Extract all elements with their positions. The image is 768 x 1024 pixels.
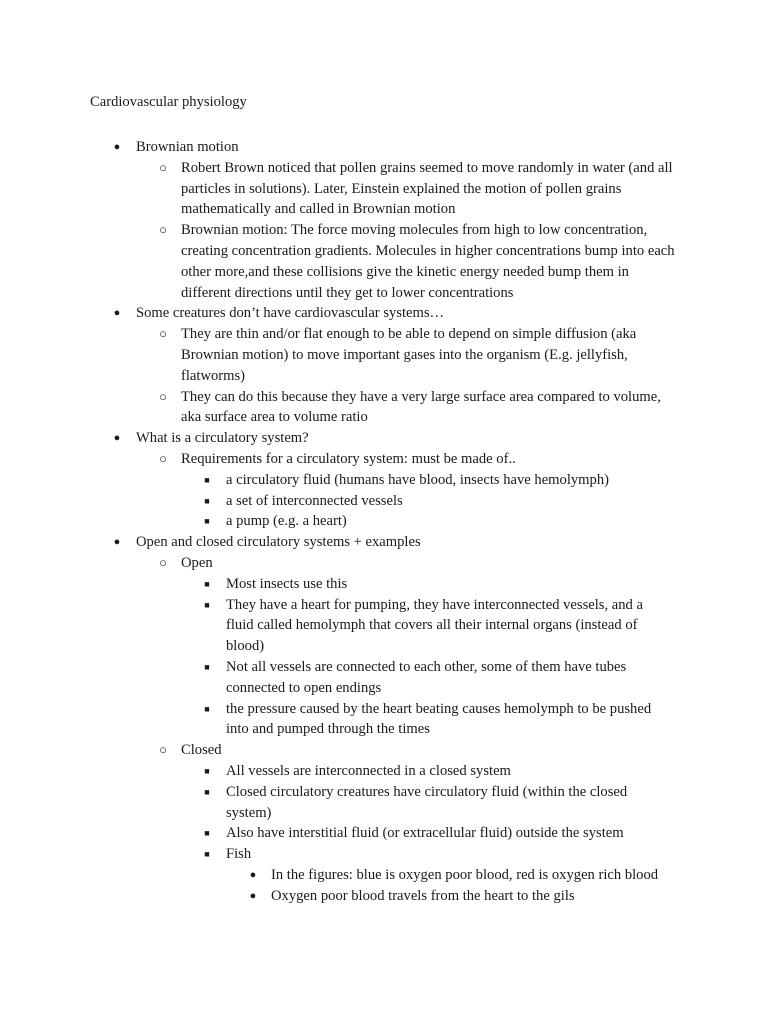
outline-item-text: Open: [181, 554, 213, 571]
outline-item-text: Closed circulatory creatures have circulatory fluid (within the closed system): [226, 783, 628, 821]
outline-item-text: What is a circulatory system?: [136, 430, 309, 447]
outline-item-level-1: [0, 137, 676, 158]
outline-item-text: a circulatory fluid (humans have blood, insects have hemolymph): [226, 471, 609, 488]
outline-item-level-2: [0, 740, 679, 761]
outline-item-level-3: [0, 511, 672, 532]
outline-item-level-3: [0, 491, 672, 512]
bullet-marker: ●: [249, 868, 257, 881]
outline-item-level-3: [0, 470, 672, 491]
outline-item-text: Not all vessels are connected to each other, some of them have tubes connected to open endings: [226, 658, 627, 696]
bullet-marker: ○: [159, 554, 167, 570]
outline-item-level-2: [0, 158, 679, 220]
outline-item-level-4: [0, 865, 681, 886]
outline-item-level-1: [0, 428, 676, 449]
outline-item-level-3: [0, 595, 672, 657]
outline-item-text: a pump (e.g. a heart): [226, 513, 347, 530]
outline-item-text: Also have interstitial fluid (or extracellular fluid) outside the system: [226, 825, 624, 842]
document-title: Cardiovascular physiology: [90, 94, 247, 110]
bullet-outline: [0, 137, 768, 906]
outline-item-level-2: [0, 553, 679, 574]
outline-item-text: They have a heart for pumping, they have interconnected vessels, and a fluid called hemolymph that covers all their internal organs (instead of blood): [226, 596, 643, 655]
outline-item-text: Oxygen poor blood travels from the heart to the gils: [271, 887, 575, 904]
outline-item-level-3: [0, 574, 672, 595]
outline-item-text: a set of interconnected vessels: [226, 492, 403, 509]
bullet-marker: ■: [204, 765, 210, 776]
bullet-marker: ■: [204, 703, 210, 714]
bullet-marker: ○: [159, 159, 167, 175]
outline-item-text: In the figures: blue is oxygen poor blood, red is oxygen rich blood: [271, 866, 659, 883]
outline-item-level-2: [0, 449, 679, 470]
outline-item-level-3: [0, 782, 672, 824]
outline-item-text: Open and closed circulatory systems + examples: [136, 534, 421, 551]
bullet-marker: ■: [204, 516, 210, 527]
outline-item-level-1: [0, 303, 676, 324]
bullet-marker: ○: [159, 326, 167, 342]
outline-item-text: Requirements for a circulatory system: must be made of..: [181, 450, 516, 467]
outline-item-text: All vessels are interconnected in a closed system: [226, 762, 511, 779]
bullet-marker: ●: [113, 307, 121, 320]
outline-item-text: They are thin and/or flat enough to be able to depend on simple diffusion (aka Brownian motion) to move important gases into the organism (E.g. jellyfish, flatworms): [181, 326, 637, 384]
bullet-marker: ●: [249, 889, 257, 902]
bullet-marker: ○: [159, 222, 167, 238]
outline-item-text: Closed: [181, 742, 222, 759]
outline-item-text: Most insects use this: [226, 575, 348, 592]
outline-item-text: the pressure caused by the heart beating causes hemolymph to be pushed into and pumped through the times: [226, 700, 652, 738]
outline-item-text: Robert Brown noticed that pollen grains seemed to move randomly in water (and all particles in solutions). Later, Einstein explained the motion of pollen grains mathematically and called in Brownian motion: [181, 159, 673, 218]
outline-item-text: They can do this because they have a very large surface area compared to volume, aka surface area to volume ratio: [181, 388, 661, 426]
outline-item-level-3: [0, 657, 672, 699]
outline-item-level-2: [0, 220, 679, 303]
outline-item-level-3: [0, 823, 672, 844]
bullet-marker: ●: [113, 141, 121, 153]
outline-item-level-3: [0, 844, 672, 865]
bullet-marker: ■: [204, 474, 210, 485]
bullet-marker: ●: [113, 536, 121, 549]
bullet-marker: ■: [204, 599, 210, 610]
bullet-marker: ■: [204, 495, 210, 506]
outline-item-text: Brownian motion: The force moving molecules from high to low concentration, creating concentration gradients. Molecules in higher concentrations bump into each other more,and these collisions give the kinetic energy needed bump them in different directions until they get to lower concentrations: [181, 222, 675, 301]
outline-item-level-2: [0, 387, 679, 429]
outline-item-text: Fish: [226, 846, 252, 863]
bullet-marker: ■: [204, 828, 210, 839]
outline-item-level-3: [0, 699, 672, 741]
bullet-marker: ■: [204, 578, 210, 589]
bullet-marker: ■: [204, 849, 210, 860]
bullet-marker: ■: [204, 786, 210, 797]
outline-item-level-1: [0, 532, 676, 553]
outline-item-text: Brownian motion: [136, 139, 239, 155]
bullet-marker: ●: [113, 432, 121, 445]
bullet-marker: ○: [159, 742, 167, 758]
outline-item-text: Some creatures don’t have cardiovascular systems…: [136, 305, 445, 322]
outline-item-level-3: [0, 761, 672, 782]
bullet-marker: ○: [159, 388, 167, 404]
bullet-marker: ■: [204, 661, 210, 672]
outline-item-level-4: [0, 886, 681, 907]
outline-item-level-2: [0, 324, 679, 386]
bullet-marker: ○: [159, 450, 167, 466]
